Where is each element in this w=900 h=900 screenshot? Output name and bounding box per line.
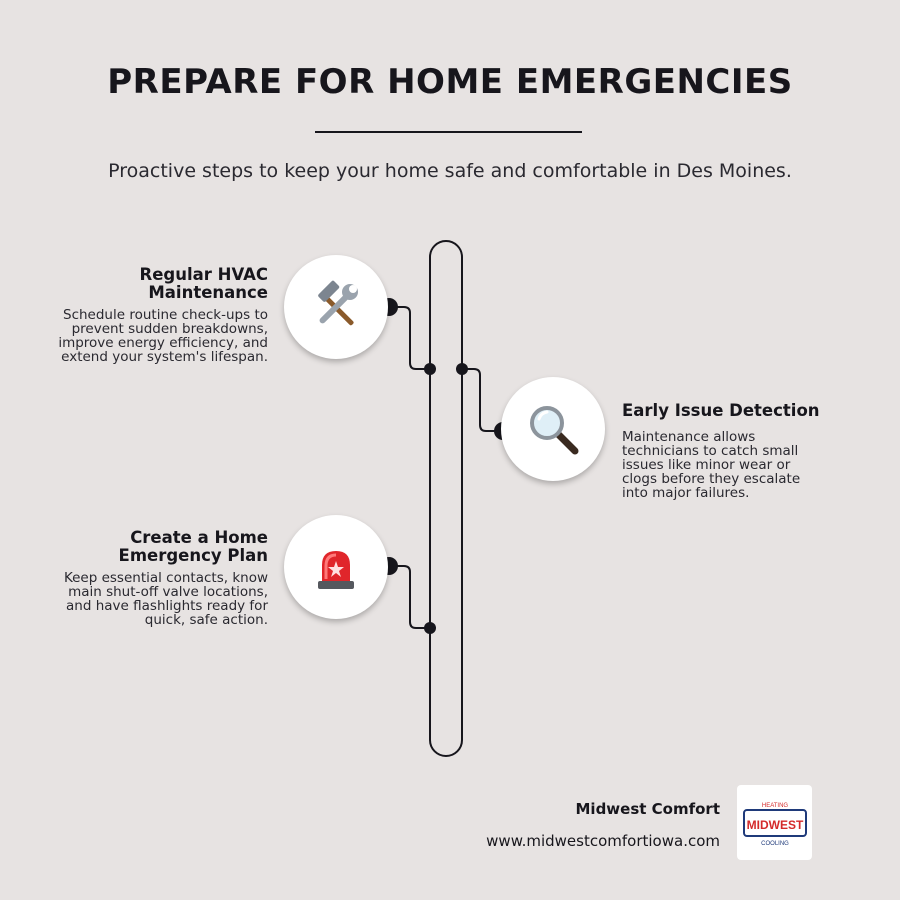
step-icon-circle-3 [284,515,388,619]
connector-line-2 [462,369,503,431]
svg-text:COOLING: COOLING [760,840,789,847]
midwest-comfort-logo-icon [742,798,808,848]
step-icon-circle-1 [284,255,388,359]
step-text-hvac-maintenance: Schedule routine check-ups to prevent sudden breakdowns, improve energy efficiency, and extend your system's lifespan. [58,307,268,365]
svg-text:HEATING: HEATING [761,802,788,809]
step-text-emergency-plan: Keep essential contacts, know main shut-off valve locations, and have flashlights ready for quick, safe action. [63,570,268,628]
timeline-track [430,241,462,756]
connector-line-1 [390,307,430,369]
connector-line-3 [390,566,430,628]
step-title-emergency-plan: Create a Home Emergency Plan [118,528,268,565]
footer-brand-name: Midwest Comfort [575,800,720,818]
step-title-early-detection: Early Issue Detection [622,401,820,420]
svg-text:MIDWEST: MIDWEST [746,817,803,832]
page-subtitle: Proactive steps to keep your home safe and comfortable in Des Moines. [108,160,792,182]
connector-junction-3 [424,622,436,634]
step-icon-circle-2 [501,377,605,481]
page-title: PREPARE FOR HOME EMERGENCIES [107,62,793,102]
magnifying-glass-icon [525,401,581,457]
connector-junction-1 [424,363,436,375]
footer-website-link[interactable]: www.midwestcomfortiowa.com [486,832,720,850]
step-text-early-detection: Maintenance allows technicians to catch small issues like minor wear or clogs before they escalate into major failures. [622,429,801,501]
hammer-wrench-icon [308,279,364,335]
connector-junction-2 [456,363,468,375]
step-title-hvac-maintenance: Regular HVAC Maintenance [139,265,268,302]
emergency-siren-icon [308,539,364,595]
company-logo [737,785,812,860]
